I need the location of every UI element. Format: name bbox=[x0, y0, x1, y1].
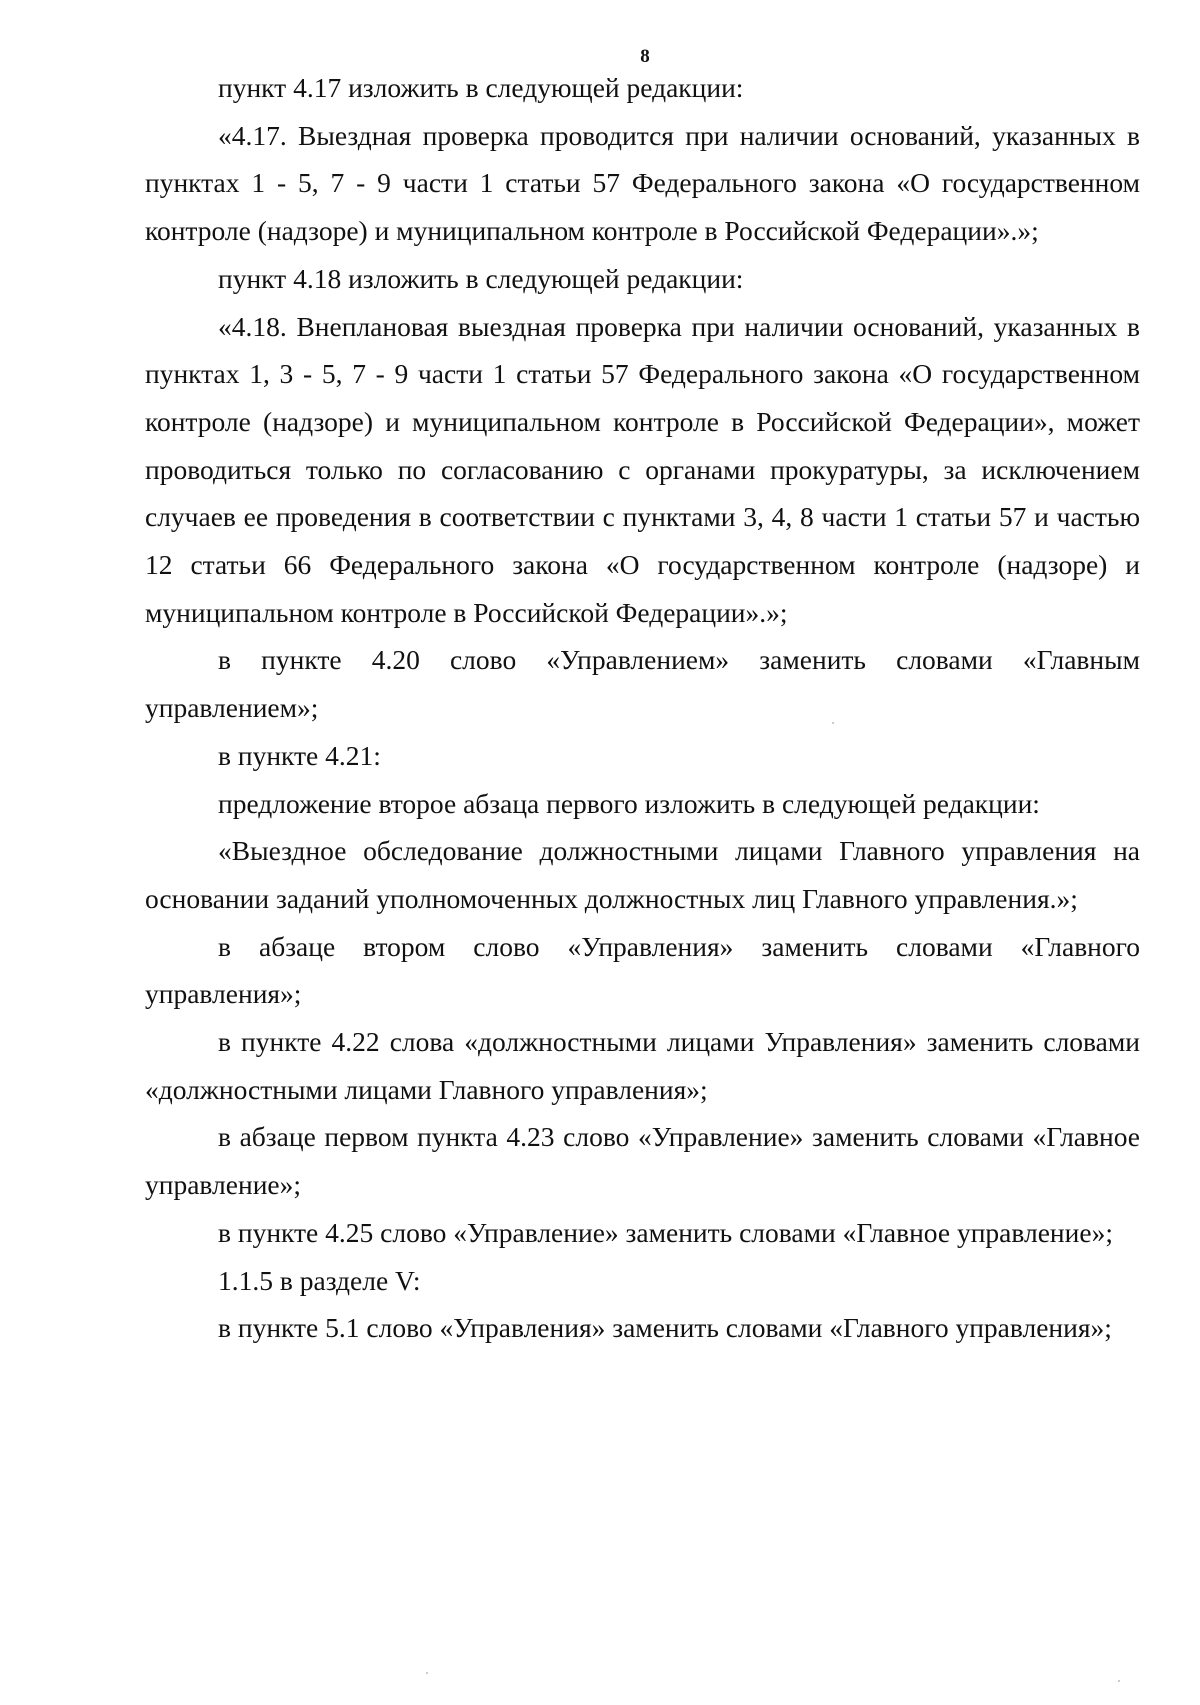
paragraph-6: в пункте 4.21: bbox=[218, 739, 381, 771]
paragraph-8: «Выездное обследование должностными лицами Главного управления на основании заданий уполномоченных должностных лиц Главного управления.»; bbox=[145, 835, 1140, 914]
paragraph-4: «4.18. Внеплановая выездная проверка при наличии оснований, указанных в пунктах 1, 3 - 5, 7 - 9 части 1 статьи 57 Федерального закона «О государственном контроле (надзоре) и муниципальном контроле в Российской Федерации», может проводиться только по согласованию с органами прокуратуры, за исключением случаев ее проведения в соответствии с пунктами 3, 4, 8 части 1 статьи 57 и частью 12 статьи 66 Федерального закона «О государственном контроле (надзоре) и муниципальном контроле в Российской Федерации».»; bbox=[145, 310, 1140, 628]
paragraph-1: пункт 4.17 изложить в следующей редакции: bbox=[218, 72, 744, 103]
scan-speck bbox=[1118, 1680, 1120, 1682]
paragraph-3: пункт 4.18 изложить в следующей редакции: bbox=[218, 262, 744, 294]
paragraph-2: «4.17. Выездная проверка проводится при наличии оснований, указанных в пунктах 1 - 5, 7 - 9 части 1 статьи 57 Федерального закона «О государственном контроле (надзоре) и муниципальном контроле в Российской Федерации».»; bbox=[145, 119, 1140, 247]
paragraph-14: в пункте 5.1 слово «Управления» заменить словами «Главного управления»; bbox=[218, 1312, 1112, 1344]
paragraph-11: в абзаце первом пункта 4.23 слово «Управление» заменить словами «Главное управление»; bbox=[145, 1121, 1140, 1201]
paragraph-5: в пункте 4.20 слово «Управлением» заменить словами «Главным управлением»; bbox=[145, 644, 1140, 724]
paragraph-12: в пункте 4.25 слово «Управление» заменить словами «Главное управление»; bbox=[218, 1216, 1113, 1248]
page-number: 8 bbox=[640, 46, 650, 67]
paragraph-13: 1.1.5 в разделе V: bbox=[218, 1264, 421, 1296]
paragraph-9: в абзаце втором слово «Управления» заменить словами «Главного управления»; bbox=[145, 930, 1140, 1010]
scan-speck bbox=[426, 1672, 428, 1674]
scan-speck bbox=[832, 722, 834, 724]
paragraph-7: предложение второе абзаца первого изложить в следующей редакции: bbox=[218, 787, 1040, 819]
document-body bbox=[145, 64, 1140, 1352]
paragraph-10: в пункте 4.22 слова «должностными лицами Управления» заменить словами «должностными лицами Главного управления»; bbox=[145, 1026, 1140, 1105]
